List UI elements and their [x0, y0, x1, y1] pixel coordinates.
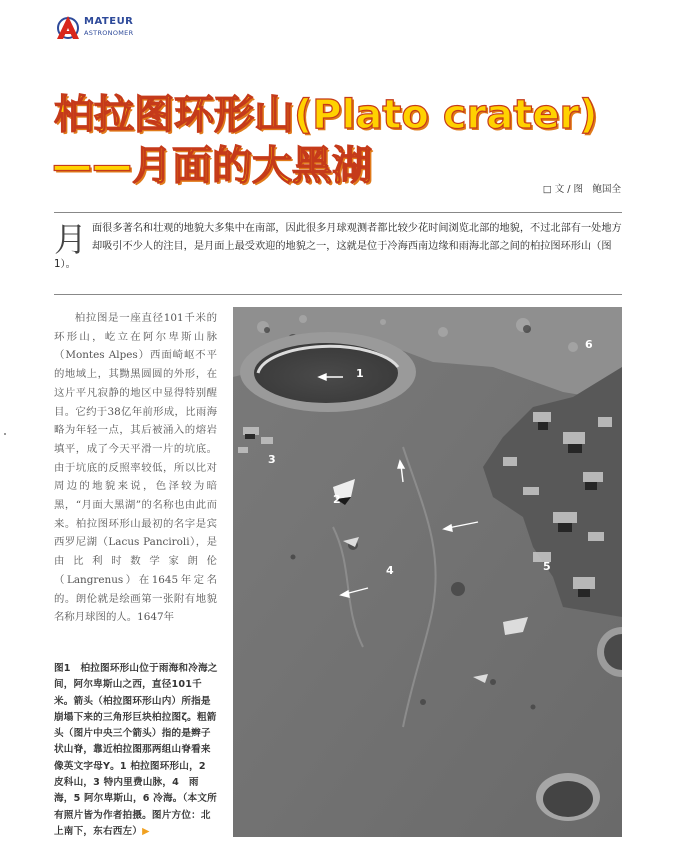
caption-continue-arrow-icon: ▶ — [142, 825, 150, 837]
magazine-logo — [54, 14, 154, 42]
label-mons-pico: 2 — [333, 493, 341, 506]
margin-mark — [4, 433, 6, 435]
logo-text-main: MATEUR — [84, 16, 134, 27]
figure-caption — [54, 661, 218, 840]
article-title: 柏拉图环形山(Plato crater) — [54, 92, 598, 138]
intro-text: 面很多著名和壮观的地貌大多集中在南部，因此很多月球观测者都比较少花时间浏览北部的地貌，不过北部有一处地方却吸引不少人的注目，是月面上最受欢迎的地貌之一，这就是位于冷海西南边缘和雨海北部之间的柏拉图环形山（图1）。 — [54, 223, 622, 270]
label-mare-imbrium: 4 — [386, 564, 394, 577]
lunar-photo — [233, 307, 622, 837]
label-montes-teneriffe: 3 — [268, 453, 276, 466]
body-text: 柏拉图是一座直径101千米的环形山，屹立在阿尔卑斯山脉（Montes Alpes）西面崎岖不平的地域上，其黝黑圆圆的外形，在这片平凡寂静的地区中显得特别醒目。它约于38亿年前形成，比雨海略为年轻一点，其后被涌入的熔岩填平，成了今天平滑一片的坑底。由于坑底的反照率较低，所以比对周边的地貌来说，色泽较为暗黑，“月面大黑湖”的名称也由此而来。柏拉图环形山最初的名字是宾西罗尼湖（Lacus Panciroli），是由比利时数学家朗伦（Langrenus）在1645年定名的。朗伦就是绘画第一张附有地貌名称月球图的人。1647年 — [54, 312, 217, 624]
intro-paragraph — [54, 220, 622, 274]
amateur-astronomer-logo-icon — [54, 14, 82, 40]
logo-text-sub: ASTRONOMER — [84, 29, 134, 37]
label-plato-crater: 1 — [356, 367, 364, 380]
drop-cap: 月 — [54, 220, 87, 259]
intro-divider — [54, 294, 622, 295]
top-divider — [54, 212, 622, 213]
lunar-photo-figure — [233, 307, 622, 837]
label-mare-frigoris: 6 — [585, 338, 593, 351]
author-byline: □ 文 / 图 鲍国全 — [542, 184, 621, 195]
caption-text: 图1 柏拉图环形山位于雨海和冷海之间，阿尔卑斯山之西，直径101千米。箭头（柏拉图环形山内）所指是崩塌下来的三角形巨块柏拉图ζ。粗箭头（图片中央三个箭头）指的是辫子状山脊，靠近柏拉图那两组山脊看来像英文字母Y。1 柏拉图环形山，2 皮科山，3 特内里费山脉，4 雨海，5 阿尔卑斯山，6 冷海。（本文所有照片皆为作者拍摄。图片方位：北上南下，东右西左） — [54, 663, 218, 837]
label-montes-alpes: 5 — [543, 560, 551, 573]
article-subtitle: ——月面的大黑湖 — [52, 143, 372, 189]
